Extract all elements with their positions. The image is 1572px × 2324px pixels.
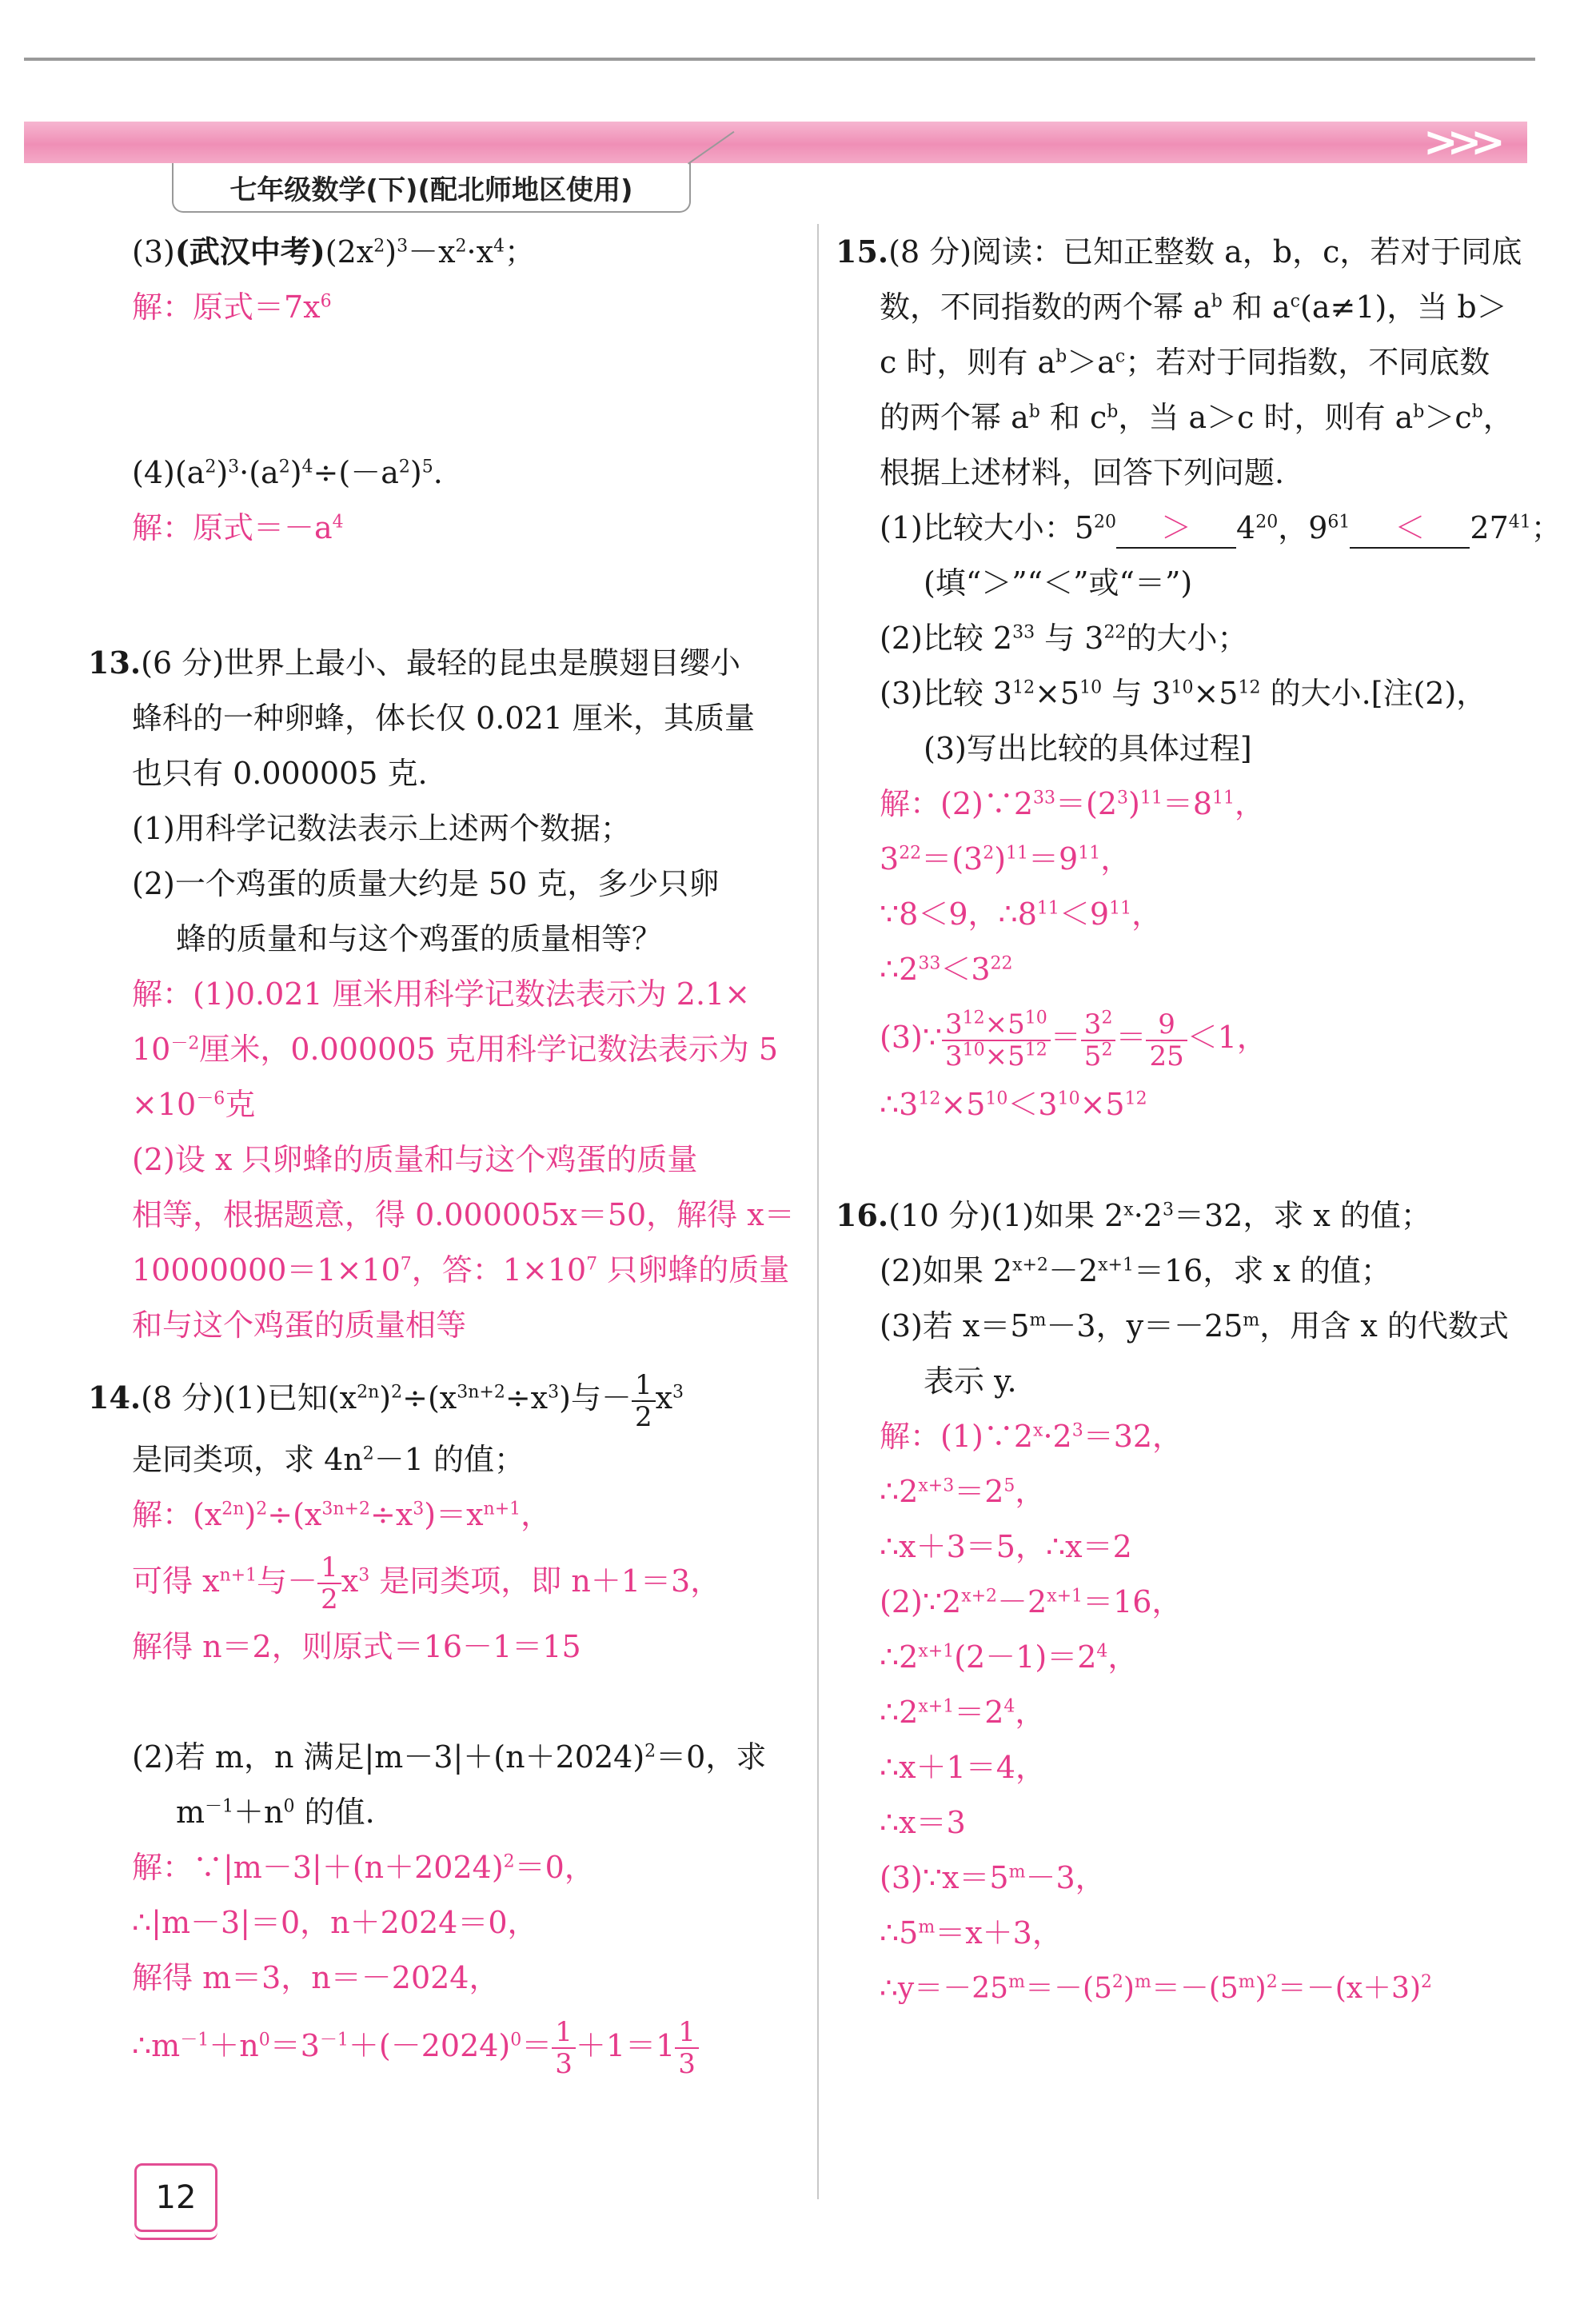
blank-answer-1: ＞: [1116, 509, 1236, 549]
q14-number: 14.: [88, 1380, 142, 1416]
question-14: 14.(8 分)(1)已知$(x^{2n})^2\div(x^{3n+2}\div x^3)$与－ $\frac{1}{2}$ $x^3$ 是同类项，求 $4n^2-1$ 的值； 解：$(x^{2n})^2\div(x^{3n+2}\div x^3)=x^{n+1}$， 可得 $x^{n+1}$与－ $\frac{1}{2}$ $x^3$ 是同类项，即 n＋1＝3， 解得 n＝2，则原式＝16－1＝15 (2)若 m，n 满足$|m-3|+(n+2024)^2=0$，求 $m^{-1}+n^0$ 的值. 解：$\because|m-3|+(n+2024)^2=0$， ∴|m－3|＝0，n＋2024＝0， 解得 m＝3，n＝－2024， $\therefore m^{-1}+n^0=3^{-1}+(-2024)^0=$ $\frac{1}{3}$ ＋1＝1 $\frac{1}{3}$: [88, 1368, 767, 2080]
q15-number: 15.: [836, 234, 889, 270]
question-13: 13.(6 分)世界上最小、最轻的昆虫是膜翅目缨小 蜂科的一种卵蜂，体长仅 0.021 厘米，其质量 也只有 0.000005 克. (1)用科学记数法表示上述两个数据； (2)一个鸡蛋的质量大约是 50 克，多少只卵 蜂的质量和与这个鸡蛋的质量相等？ 解：(1)0.021 厘米用科学记数法表示为 2.1× $10^{-2}$厘米，0.000005 克用科学记数法表示为 5 $\times 10^{-6}$克 (2)设 x 只卵蜂的质量和与这个鸡蛋的质量 相等，根据题意，得 0.000005x＝50，解得 x＝ $10000000=1\times 10^7$，答：$1\times 10^7$ 只卵蜂的质量 和与这个鸡蛋的质量相等: [88, 645, 795, 1343]
book-title: 七年级数学(下)(配北师地区使用): [172, 163, 691, 213]
page-number-frame: [134, 2230, 217, 2240]
q12-part3-question: (3)(武汉中考)$(2x^2)^3-x^2\cdot x^4$；: [132, 234, 536, 270]
page-number: 12: [134, 2163, 217, 2232]
top-rule: [24, 58, 1535, 61]
blank-answer-2: ＜: [1350, 509, 1470, 549]
q13-number: 13.: [88, 645, 142, 681]
q12-part4-question: $(4)(a^2)^3\cdot(a^2)^4\div(-a^2)^5$.: [132, 455, 443, 490]
left-column: [88, 224, 800, 2086]
q12-part3-answer: 解：原式$=7x^6$: [132, 290, 332, 325]
chevron-icon: >>>: [1423, 118, 1494, 166]
right-column: [836, 224, 1562, 2016]
question-15: 15.(8 分)阅读：已知正整数 a，b，c，若对于同底 数，不同指数的两个幂 $a^b$ 和 $a^c(a\ne 1)$，当 b＞ c 时，则有 $a^b>a^c$；若对于同指数，不同底数 的两个幂 $a^b$ 和 $c^b$，当 a＞c 时，则有 $a^b>c^b$， 根据上述材料，回答下列问题. (1)比较大小：$5^{20} > 4^{20}$，$9^{61} < 27^{41}$； (填“＞”“＜”或“＝”) (2)比较 $2^{33}$ 与 $3^{22}$的大小； (3)比较 $3^{12}\times 5^{10}$ 与 $3^{10}\times 5^{12}$ 的大小.[注(2)， (3)写出比较的具体过程] 解：$(2)\because 2^{33}=(2^3)^{11}=8^{11}$， $3^{22}=(3^2)^{11}=9^{11}$， ∵8＜9，$\therefore 8^{11}<9^{11}$， $\therefore 2^{33}<3^{22}$ (3)∵ $\frac{3^{12}\times 5^{10}}{3^{10}\times 5^{12}}$ ＝ $\frac{3^2}{5^2}$ ＝ $\frac{9}{25}$ ＜1， $\therefore 3^{12}\times 5^{10}<3^{10}\times 5^{12}$: [836, 234, 1562, 1122]
column-divider: [817, 224, 819, 2199]
question-16: 16.(10 分)(1)如果 $2^x\cdot 2^3=32$，求 x 的值； (2)如果 $2^{x+2}-2^{x+1}=16$，求 x 的值； (3)若 $x=5^m-3$，$y=-25^m$，用含 x 的代数式 表示 y. 解：$(1)\because 2^x\cdot 2^3=32$， $\therefore 2^{x+3}=2^5$， ∴x＋3＝5，∴x＝2 $(2)\because 2^{x+2}-2^{x+1}=16$， $\therefore 2^{x+1}(2-1)=2^4$， $\therefore 2^{x+1}=2^4$， ∴x＋1＝4， ∴x＝3 $(3)\because x=5^m-3$， $\therefore 5^m=x+3$， $\therefore y=-25^m=-(5^2)^m=-(5^m)^2=-(x+3)^2$: [836, 1197, 1509, 2005]
q16-number: 16.: [836, 1197, 889, 1233]
header-band: [24, 118, 1527, 166]
q12-part4-answer: 解：原式$=-a^4$: [132, 510, 344, 545]
